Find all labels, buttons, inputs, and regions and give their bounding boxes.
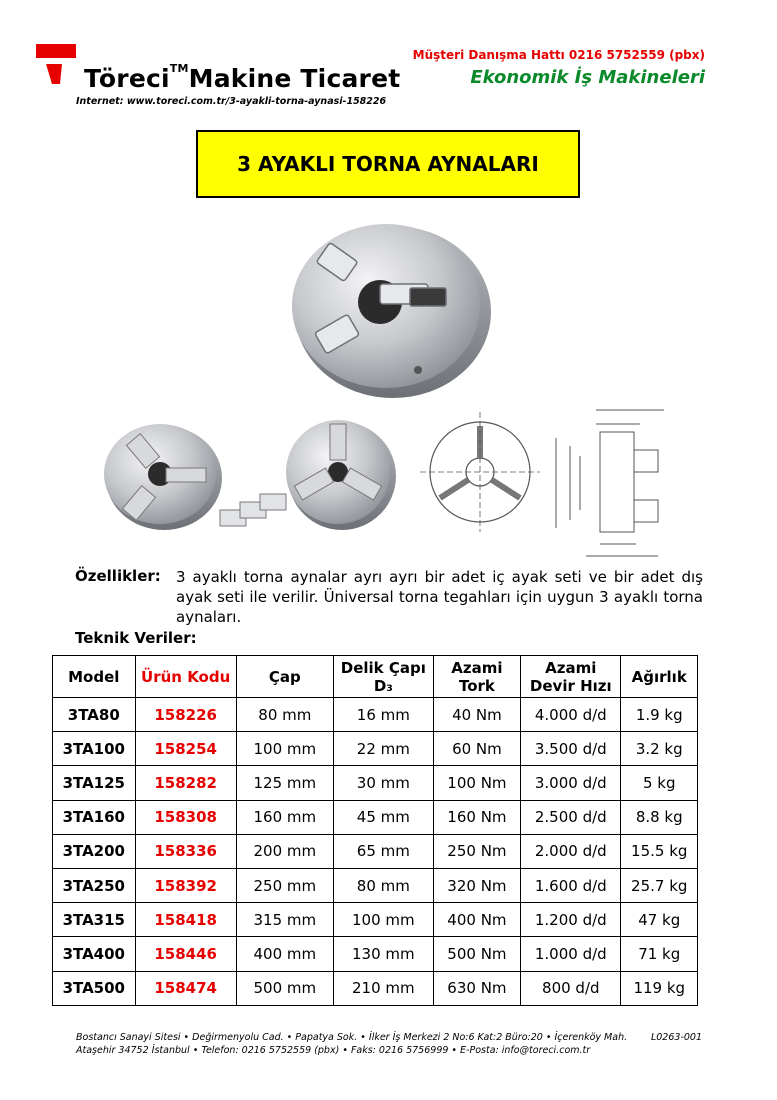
max-torque-cell: 250 Nm [433,834,520,868]
bore-diameter-cell: 30 mm [333,766,433,800]
max-torque-cell: 40 Nm [433,698,520,732]
max-torque-cell: 60 Nm [433,732,520,766]
max-torque-cell: 400 Nm [433,903,520,937]
chuck-front-view-photo [286,420,396,530]
diameter-cell: 80 mm [236,698,333,732]
diameter-cell: 315 mm [236,903,333,937]
max-speed-cell: 3.000 d/d [521,766,621,800]
table-row [53,834,698,868]
chuck-front-drawing [420,412,540,532]
table-row [53,732,698,766]
table-header-row [53,656,698,698]
product-code-cell: 158226 [135,698,236,732]
chuck-section-drawing [556,410,664,556]
table-row [53,698,698,732]
weight-cell: 15.5 kg [621,834,698,868]
max-torque-cell: 320 Nm [433,868,520,902]
bore-diameter-cell: 65 mm [333,834,433,868]
model-cell: 3TA500 [53,971,136,1005]
model-cell: 3TA200 [53,834,136,868]
product-code-cell: 158254 [135,732,236,766]
company-tagline: Ekonomik İş Makineleri [470,67,705,88]
bore-diameter-cell: 22 mm [333,732,433,766]
table-row [53,766,698,800]
customer-hotline: Müşteri Danışma Hattı 0216 5752559 (pbx) [412,48,705,62]
product-code-cell: 158308 [135,800,236,834]
max-speed-cell: 800 d/d [521,971,621,1005]
weight-cell: 8.8 kg [621,800,698,834]
max-speed-cell: 2.000 d/d [521,834,621,868]
table-row [53,800,698,834]
max-speed-cell: 1.000 d/d [521,937,621,971]
product-code-cell: 158282 [135,766,236,800]
header-bore-diameter: Delik Çapı D₃ [333,656,433,698]
header-max-torque: Azami Tork [433,656,520,698]
header-weight: Ağırlık [621,656,698,698]
bore-diameter-cell: 130 mm [333,937,433,971]
weight-cell: 3.2 kg [621,732,698,766]
max-torque-cell: 630 Nm [433,971,520,1005]
page-title: 3 AYAKLI TORNA AYNALARI [196,130,580,198]
model-cell: 3TA160 [53,800,136,834]
bore-diameter-cell: 100 mm [333,903,433,937]
table-row [53,903,698,937]
technical-data-label: Teknik Veriler: [75,629,197,647]
max-speed-cell: 4.000 d/d [521,698,621,732]
weight-cell: 47 kg [621,903,698,937]
max-speed-cell: 3.500 d/d [521,732,621,766]
table-row [53,937,698,971]
footer-address [76,1031,702,1057]
max-torque-cell: 160 Nm [433,800,520,834]
weight-cell: 5 kg [621,766,698,800]
model-cell: 3TA125 [53,766,136,800]
product-code-cell: 158446 [135,937,236,971]
footer-line-1: Bostancı Sanayi Sitesi • Değirmenyolu Cad. • Papatya Sok. • İlker İş Merkezi 2 No:6 Kat:2 Büro:20 • İçerenköy Mah. [76,1032,628,1043]
product-code-cell: 158392 [135,868,236,902]
product-code-cell: 158336 [135,834,236,868]
diameter-cell: 400 mm [236,937,333,971]
toreci-logo-mark [36,44,80,84]
diameter-cell: 100 mm [236,732,333,766]
document-code: L0263-001 [650,1032,702,1043]
table-row [53,868,698,902]
weight-cell: 25.7 kg [621,868,698,902]
brand-name: Töreci™Makine Ticaret [84,61,401,93]
max-speed-cell: 2.500 d/d [521,800,621,834]
spec-table [52,655,698,1006]
diameter-cell: 500 mm [236,971,333,1005]
max-speed-cell: 1.200 d/d [521,903,621,937]
model-cell: 3TA250 [53,868,136,902]
product-images [80,210,704,560]
model-cell: 3TA400 [53,937,136,971]
footer-line-2: Ataşehir 34752 İstanbul • Telefon: 0216 5752559 (pbx) • Faks: 0216 5756999 • E-Posta: info@toreci.com.tr [76,1045,591,1056]
max-torque-cell: 100 Nm [433,766,520,800]
header-product-code: Ürün Kodu [135,656,236,698]
model-cell: 3TA315 [53,903,136,937]
weight-cell: 119 kg [621,971,698,1005]
internet-url[interactable]: Internet: www.toreci.com.tr/3-ayakli-torna-aynasi-158226 [76,96,387,107]
header-model: Model [53,656,136,698]
header-diameter: Çap [236,656,333,698]
max-speed-cell: 1.600 d/d [521,868,621,902]
max-torque-cell: 500 Nm [433,937,520,971]
table-row [53,971,698,1005]
product-code-cell: 158474 [135,971,236,1005]
features-text: 3 ayaklı torna aynalar ayrı ayrı bir adet iç ayak seti ve bir adet dış ayak seti ile verilir. Üniversal torna tegahları için uygun 3 ayaklı torna aynaları. [176,568,703,626]
product-code-cell: 158418 [135,903,236,937]
model-cell: 3TA100 [53,732,136,766]
bore-diameter-cell: 210 mm [333,971,433,1005]
diameter-cell: 250 mm [236,868,333,902]
chuck-with-jaw-sets-photo [104,424,286,530]
diameter-cell: 200 mm [236,834,333,868]
diameter-cell: 125 mm [236,766,333,800]
bore-diameter-cell: 16 mm [333,698,433,732]
three-jaw-chuck-photo [292,224,491,398]
bore-diameter-cell: 45 mm [333,800,433,834]
weight-cell: 1.9 kg [621,698,698,732]
model-cell: 3TA80 [53,698,136,732]
weight-cell: 71 kg [621,937,698,971]
bore-diameter-cell: 80 mm [333,868,433,902]
header-max-speed: Azami Devir Hızı [521,656,621,698]
diameter-cell: 160 mm [236,800,333,834]
features-label: Özellikler: [75,567,161,585]
